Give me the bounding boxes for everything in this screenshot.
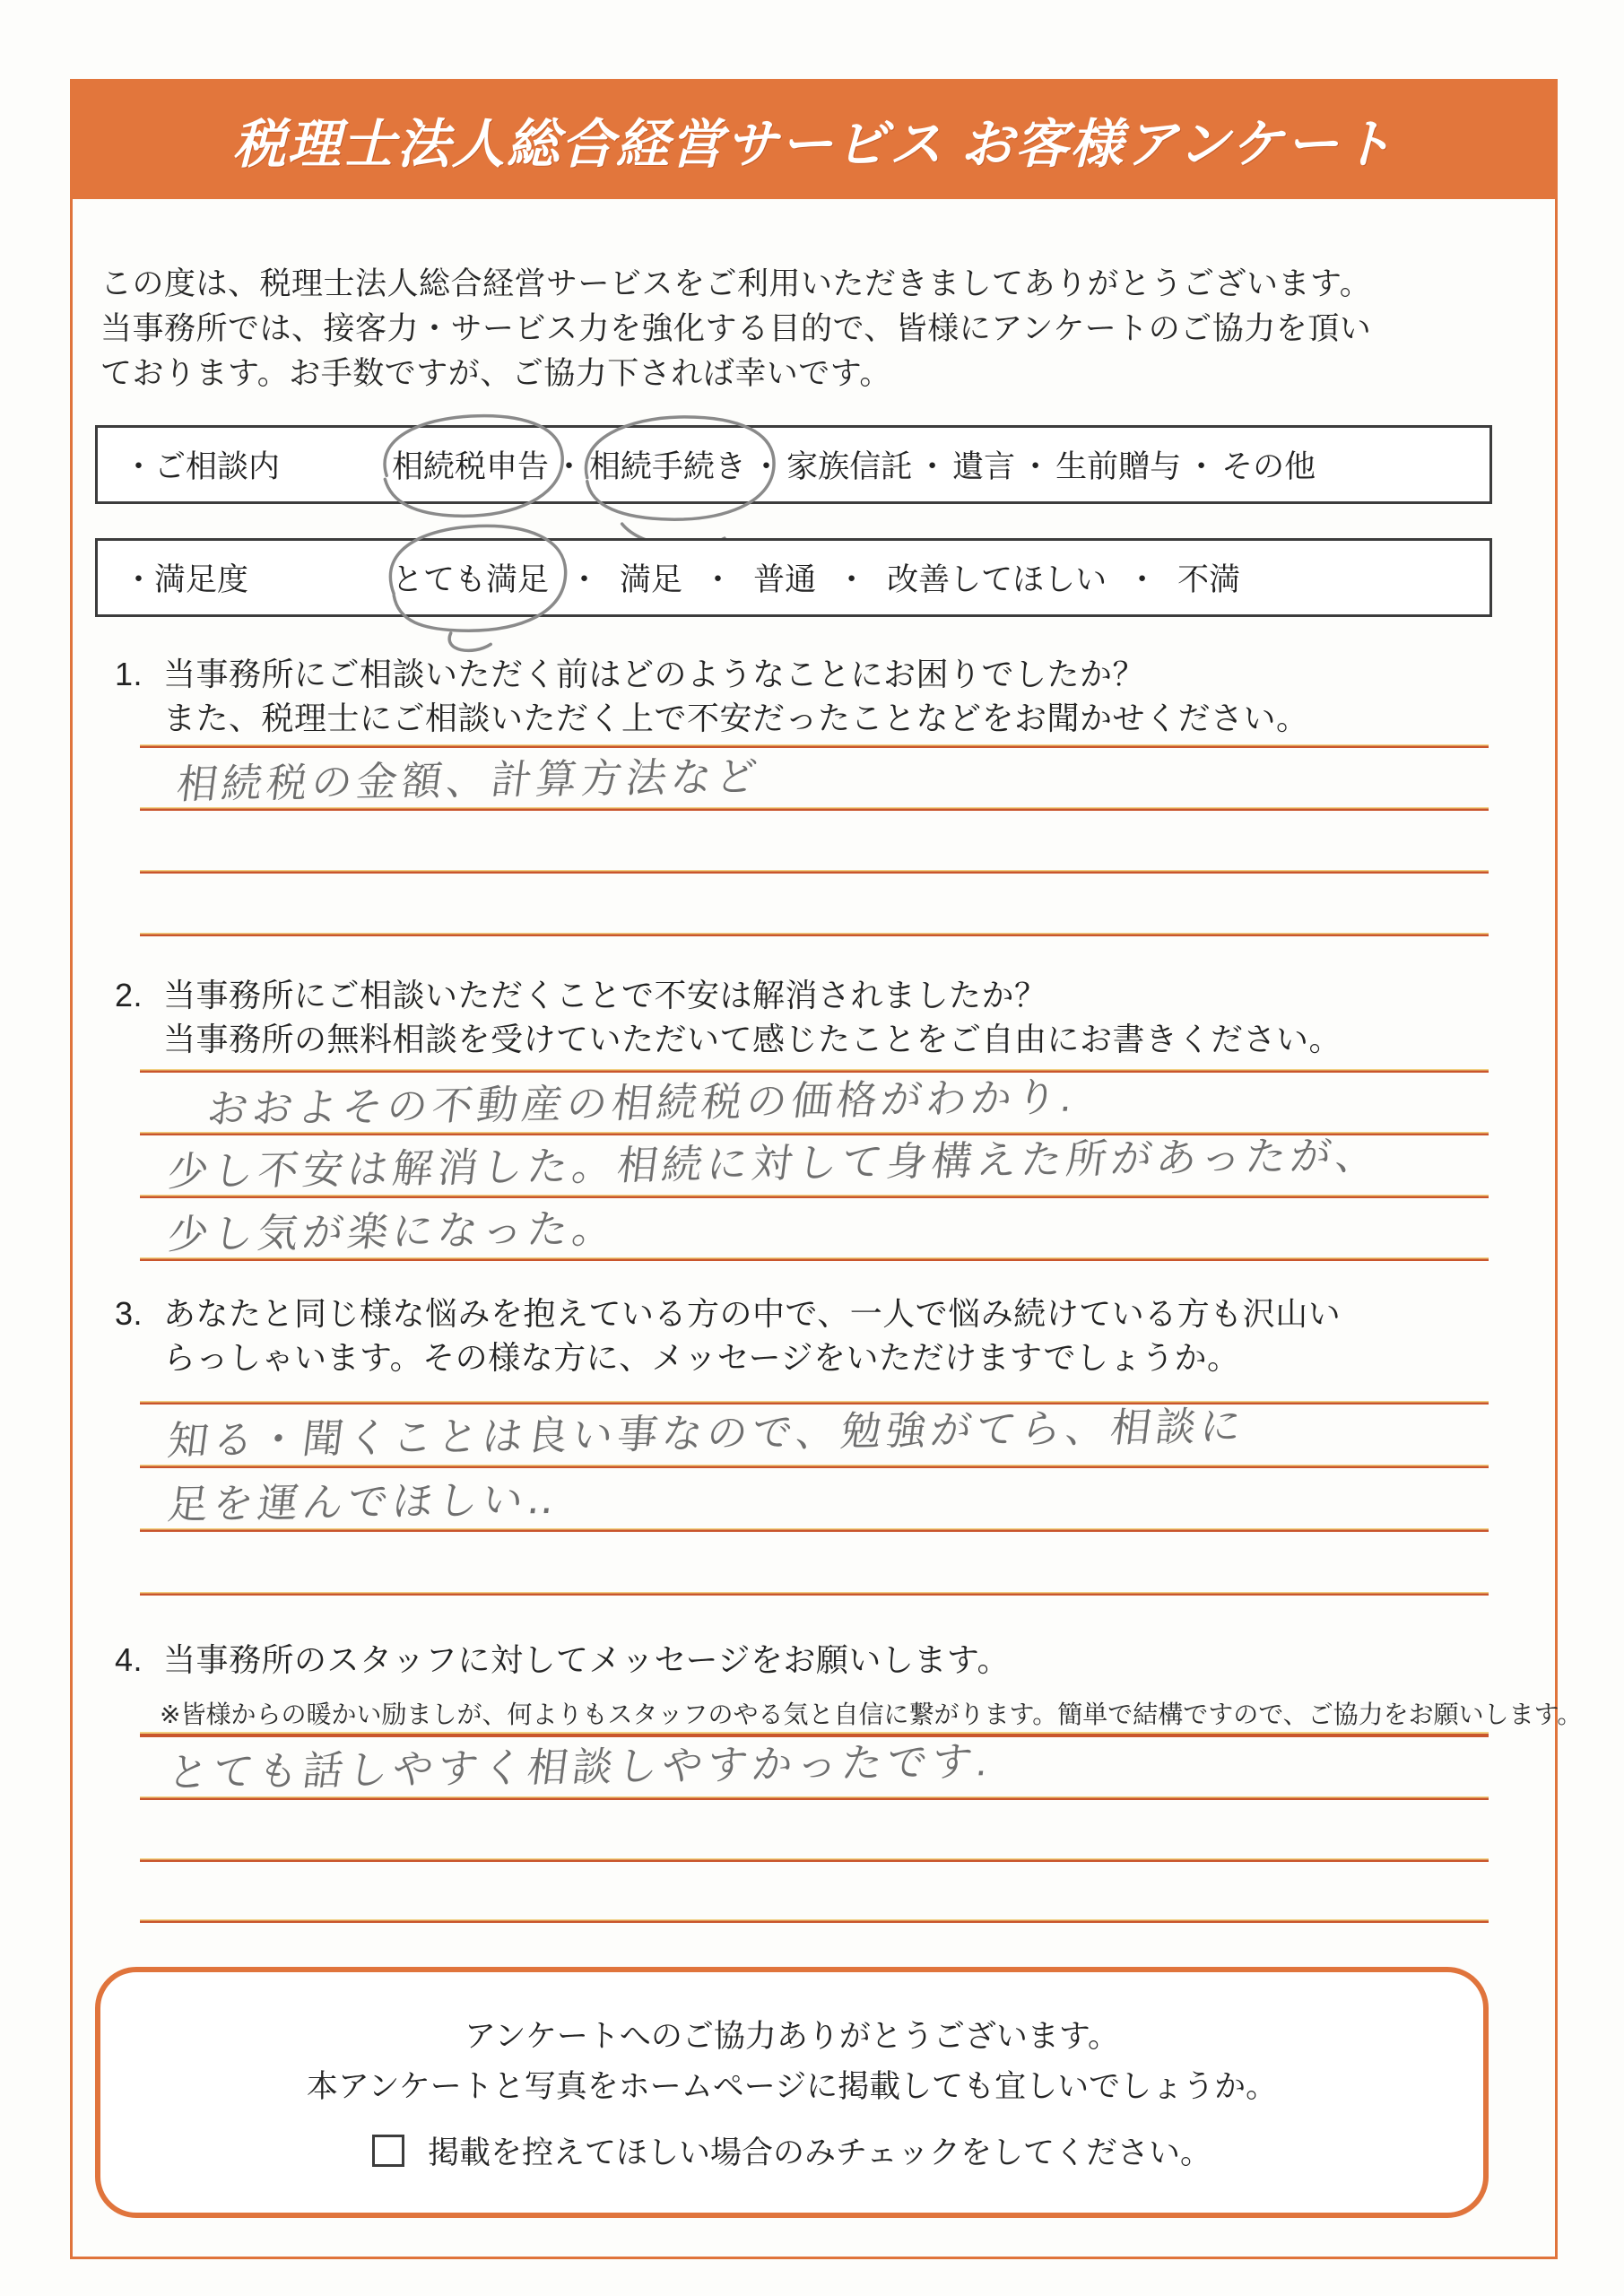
option-text: 遺言 [952, 449, 1016, 484]
question-2-title [115, 973, 1342, 1061]
satisfaction-label: ・満足度 [123, 562, 249, 597]
question-text-line1: 当事務所にご相談いただく前はどのようなことにお困りでしたか？ [163, 656, 1146, 692]
satisfaction-options [392, 555, 1240, 600]
question-text-line2: らっしゃいます。その様な方に、メッセージをいただけますでしょうか。 [163, 1339, 1240, 1376]
consult-option-yuigon [952, 442, 1015, 487]
option-separator: ・ [1020, 449, 1052, 484]
handwritten-answer-2-line3: 少し気が楽になった。 [165, 1205, 621, 1257]
answer-rule-line [140, 1257, 1489, 1261]
answer-rule-line [140, 1919, 1489, 1923]
footer-consent-box [95, 1967, 1489, 2218]
answer-rule-line [140, 744, 1489, 748]
handwritten-answer-4: とても話しやすく相談しやすかったです. [165, 1738, 995, 1796]
consultation-label: ・ご相談内 [123, 449, 281, 484]
question-number: 3. [115, 1295, 143, 1332]
handwritten-answer-2-line2: 少し不安は解消した。相続に対して身構えた所があったが、 [165, 1132, 1384, 1195]
consult-option-souzokuzei-shinkoku [392, 442, 549, 487]
answer-rule-line [140, 1796, 1489, 1800]
answer-rule-line [140, 807, 1489, 811]
option-separator: ・ [916, 449, 949, 484]
option-text: その他 [1221, 449, 1316, 484]
footer-thanks-line: アンケートへのご協力ありがとうございます。 [464, 2019, 1120, 2054]
option-text: 改善してほしい [887, 562, 1107, 597]
intro-line-2: 当事務所では、接客力・サービス力を強化する目的で、皆様にアンケートのご協力を頂い [100, 311, 1372, 346]
consult-option-souzoku-tetsuzuki [589, 442, 746, 487]
option-text: とても満足 [392, 562, 550, 597]
question-text-line1: あなたと同じ様な悩みを抱えている方の中で、一人で悩み続けている方も沢山い [163, 1295, 1342, 1332]
decline-publish-label: 掲載を控えてほしい場合のみチェックをしてください。 [428, 2135, 1211, 2170]
consult-option-seizen-zouyo [1055, 442, 1181, 487]
consult-option-kazoku-shintaku [786, 442, 912, 487]
question-text-line2: また、税理士にご相談いただく上で不安だったことなどをお聞かせください。 [163, 700, 1309, 736]
answer-rule-line [140, 1528, 1489, 1532]
question-3-title [115, 1292, 1341, 1379]
option-text: 家族信託 [786, 449, 913, 484]
satis-option-manzoku [620, 555, 682, 600]
question-4-note: ※皆様からの暖かい励ましが、何よりもスタッフのやる気と自信に繋がります。簡単で結構ですので、ご協力をお願いします。 [160, 1700, 1583, 1728]
footer-publish-question: 本アンケートと写真をホームページに掲載しても宜しいでしょうか。 [306, 2069, 1278, 2104]
handwritten-answer-2-line1: おおよその不動産の相続税の価格がわかり. [204, 1074, 1081, 1132]
option-separator: ・ [569, 562, 601, 597]
question-text-line2: 当事務所の無料相談を受けていただいて感じたことをご自由にお書きください。 [163, 1021, 1342, 1057]
option-text: 相続手続き [589, 449, 747, 484]
handwritten-answer-1: 相続税の金額、計算方法など [174, 752, 764, 807]
satis-option-fuman [1177, 555, 1240, 600]
satis-option-futsuu [753, 555, 816, 600]
question-text-line1: 当事務所にご相談いただくことで不安は解消されましたか？ [163, 977, 1047, 1013]
option-text: 生前贈与 [1055, 449, 1182, 484]
question-1-title [115, 652, 1309, 740]
page-title: 税理士法人総合経営サービス お客様アンケート [232, 114, 1395, 174]
option-separator: ・ [836, 562, 868, 597]
option-separator: ・ [553, 449, 586, 484]
consult-option-sonota [1221, 442, 1316, 487]
question-number: 1. [115, 656, 143, 692]
question-number: 4. [115, 1641, 143, 1678]
consultation-options [392, 442, 1316, 487]
intro-line-1: この度は、税理士法人総合経営サービスをご利用いただきましてありがとうございます。 [100, 266, 1372, 301]
answer-rule-line [140, 933, 1489, 936]
option-separator: ・ [702, 562, 734, 597]
satis-option-totemo-manzoku [392, 555, 549, 600]
option-text: 相続税申告 [392, 449, 550, 484]
answer-rule-line [140, 1465, 1489, 1468]
question-text-line1: 当事務所のスタッフに対してメッセージをお願いします。 [163, 1641, 1010, 1678]
decline-publish-row [372, 2128, 1211, 2173]
option-text: 満足 [620, 562, 683, 597]
answer-rule-line [140, 1858, 1489, 1862]
satisfaction-box [95, 538, 1492, 617]
intro-paragraph [100, 262, 1481, 396]
option-separator: ・ [751, 449, 783, 484]
option-text: 普通 [753, 562, 817, 597]
satis-option-kaizen [887, 555, 1107, 600]
handwritten-answer-3-line2: 足を運んでほしい‥ [165, 1475, 562, 1527]
decline-publish-checkbox[interactable] [372, 2135, 404, 2167]
header-banner [70, 79, 1558, 199]
answer-rule-line [140, 1592, 1489, 1596]
question-number: 2. [115, 977, 143, 1013]
option-text: 不満 [1177, 562, 1241, 597]
answer-rule-line [140, 1195, 1489, 1198]
question-4-title [115, 1638, 1010, 1682]
option-separator: ・ [1185, 449, 1218, 484]
handwritten-answer-3-line1: 知る・聞くことは良い事なので、勉強がてら、相談に [165, 1403, 1249, 1464]
option-separator: ・ [1126, 562, 1159, 597]
answer-rule-line [140, 870, 1489, 874]
consultation-type-box [95, 425, 1492, 504]
intro-line-3: ております。お手数ですが、ご協力下されば幸いです。 [100, 356, 891, 391]
